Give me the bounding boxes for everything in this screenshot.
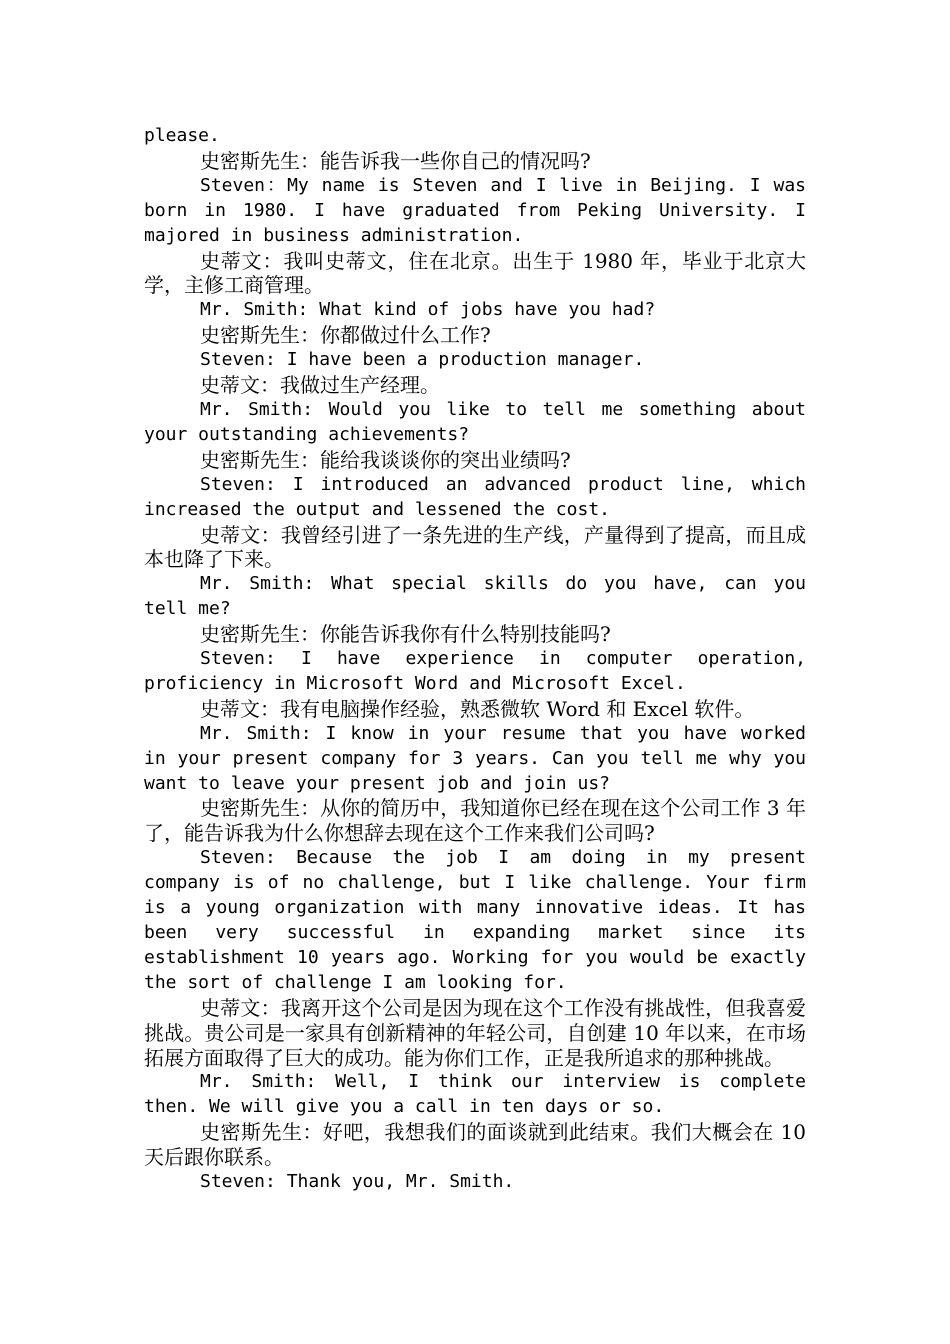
paragraph-en: Steven：My name is Steven and I live in Beijing. I was born in 1980. I have graduated from Peking University. I majored in business administration. (144, 174, 806, 246)
paragraph-zh: 史密斯先生：能告诉我一些你自己的情况吗? (200, 148, 591, 173)
paragraph-zh: 史密斯先生：能给我谈谈你的突出业绩吗? (200, 447, 571, 472)
paragraph-zh: 史密斯先生：好吧，我想我们的面谈就到此结束。我们大概会在 10 天后跟你联系。 (144, 1120, 806, 1170)
paragraph-zh: 史蒂文：我做过生产经理。 (200, 373, 440, 398)
paragraph-en: Steven: Thank you, Mr. Smith. (200, 1171, 515, 1193)
paragraph-en: Mr. Smith: What kind of jobs have you had? (200, 299, 656, 321)
paragraph-zh: 史蒂文：我叫史蒂文，住在北京。出生于 1980 年，毕业于北京大学，主修工商管理。 (144, 248, 806, 298)
paragraph-en: Mr. Smith: Well, I think our interview is complete then. We will give you a call in ten days or so. (144, 1071, 806, 1118)
paragraph-en: Mr. Smith: Would you like to tell me something about your outstanding achievements? (144, 398, 806, 445)
paragraph-zh: 史蒂文：我曾经引进了一条先进的生产线，产量得到了提高，而且成本也降了下来。 (144, 522, 806, 572)
paragraph-zh: 史密斯先生：从你的简历中，我知道你已经在现在这个公司工作 3 年了，能告诉我为什么你想辞去现在这个工作来我们公司吗? (144, 796, 806, 846)
paragraph-zh: 史蒂文：我有电脑操作经验，熟悉微软 Word 和 Excel 软件。 (200, 696, 755, 721)
paragraph-en: Steven: I have been a production manager. (200, 349, 645, 371)
paragraph-zh: 史密斯先生：你能告诉我你有什么特别技能吗? (200, 622, 611, 647)
paragraph-zh: 史密斯先生：你都做过什么工作? (200, 323, 491, 348)
paragraph-en: Mr. Smith: What special skills do you have, can you tell me? (144, 573, 806, 620)
paragraph-continuation: please. (144, 125, 220, 146)
paragraph-en: Steven: I introduced an advanced product line, which increased the output and lessened the cost. (144, 473, 806, 520)
paragraph-en: Steven: Because the job I am doing in my present company is of no challenge, but I like challenge. Your firm is a young organization with many innovative ideas. It has been very successful in expanding market since its establishment 10 years ago. Working for you would be exactly the sort of challenge I am looking for. (144, 847, 806, 993)
paragraph-en: Mr. Smith: I know in your resume that you have worked in your present company for 3 years. Can you tell me why you want to leave your present job and join us? (144, 722, 806, 794)
paragraph-en: Steven: I have experience in computer operation, proficiency in Microsoft Word and Microsoft Excel. (144, 648, 806, 694)
paragraph-zh: 史蒂文：我离开这个公司是因为现在这个工作没有挑战性，但我喜爱挑战。贵公司是一家具有创新精神的年轻公司，自创建 10 年以来，在市场拓展方面取得了巨大的成功。能为你们工作，正是我所追求的那种挑战。 (144, 995, 806, 1070)
document-page (144, 124, 806, 1195)
